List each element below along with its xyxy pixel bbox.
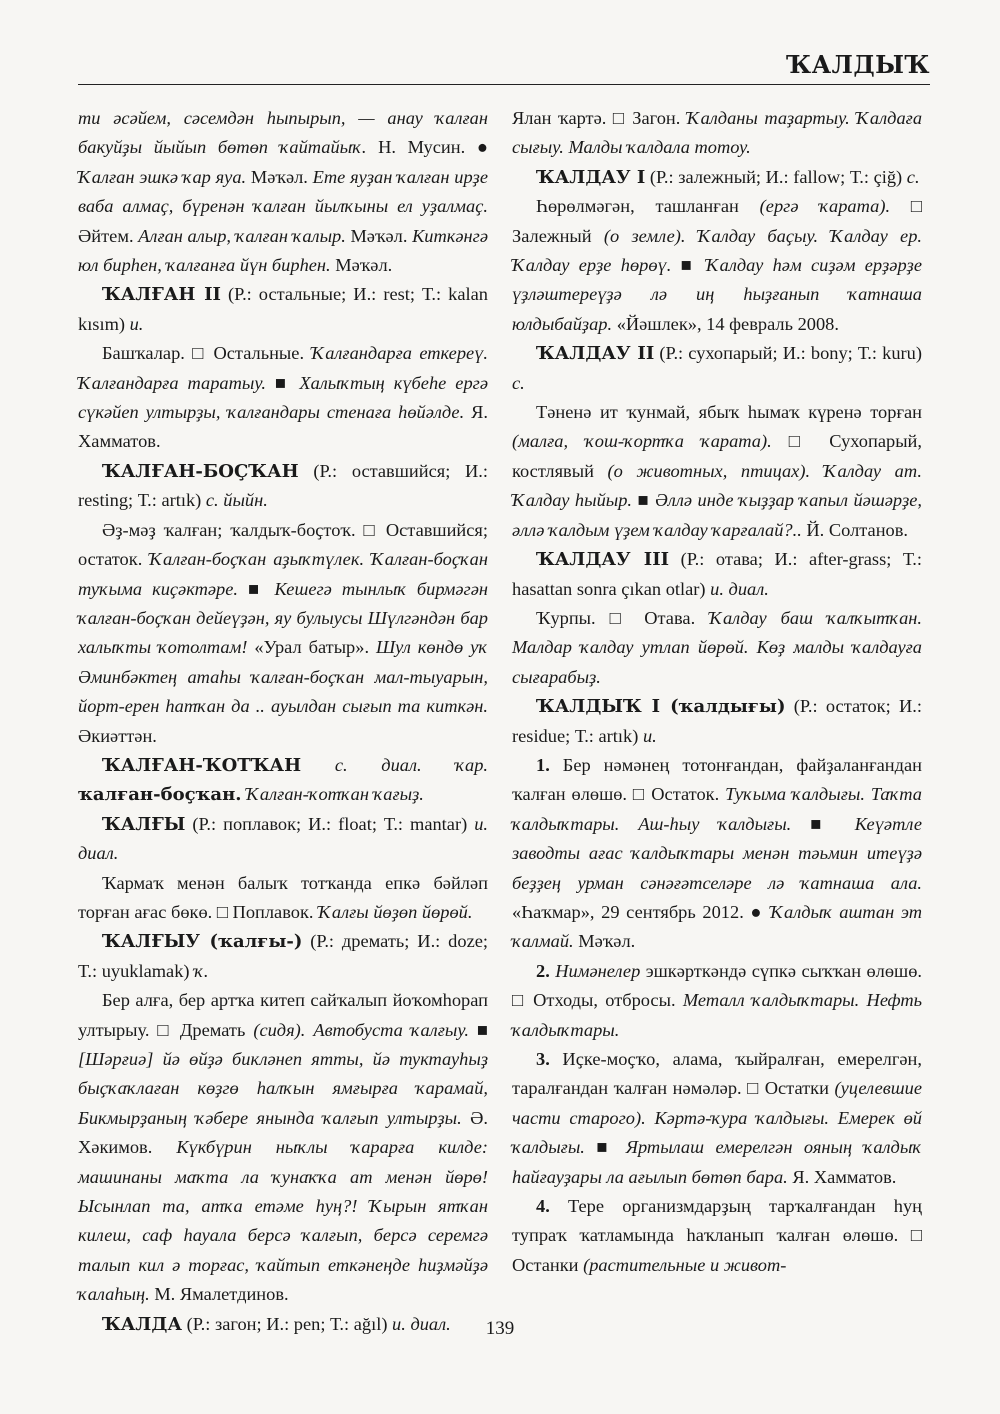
sense-number: 4. [536,1196,550,1217]
italic-text: Ҡалған эшкә ҡар яуа. [78,166,247,187]
italic-text: Ҡалданы таҙартыу. Ҡалдаға сығыу. Малды ҡалдала тотоу. [512,108,923,158]
headword: ҠАЛДА [102,1313,182,1335]
italic-text: ти әсәйем, сәсемдән һыпырып, — анау ҡалған бакуйҙы йыйып бөтөп ҡайтайыҡ. [78,108,488,158]
running-header [78,46,930,85]
page-number: 139 [485,1318,515,1339]
text-run: (Р.: остаток; И.: residue; Т.: artık) [512,696,922,746]
text-run: Тере организмдарҙың тарҡалғандан һуң тупраҡ ҡатламында һаҡланып ҡалған өлөшө. □ Останки [512,1196,922,1275]
text-run: (Р.: поплавок; И.: float; Т.: mantar) [185,813,475,834]
italic-text: ҡ. [194,960,209,981]
italic-text: Туҡыма ҡалдығы. Таҡта ҡалдыҡтары. Аш-һыу ҡалдығы. [512,784,922,834]
italic-text: Ҡалғы йөҙөп йөрөй. [318,901,473,922]
sense-number: 2. [536,960,550,981]
text-run: М. Ямалетдинов. [149,1284,289,1305]
text-run: ■ [584,1137,626,1158]
headword: ҠАЛҒАН-ҠОТҠАН [102,754,302,776]
dictionary-entry-header [512,545,922,604]
text-run: Мәҡәл. [330,255,393,276]
text-run: ■ [265,372,300,393]
italic-text: и. диал. [78,813,488,864]
text-run: ■ [791,813,855,834]
italic-text: (малға, ҡош-ҡортҡа ҡарата). [512,431,772,452]
text-run: Ҡурпы. □ Отава. [536,607,710,628]
text-run: Ҡармаҡ менән балыҡ тотҡанда епкә бәйләп торған ағас бөкө. □ Поплавок. [78,872,488,922]
entry-paragraph [512,1045,922,1192]
italic-text: Ҡалдау баш ҡалҡытҡан. Малдар ҡалдау утлап йөрөй. Көҙ малды ҡалдауға сығарабыҙ. [512,607,922,687]
text-run: □ Сухопарый, костлявый [512,431,922,481]
entry-paragraph [512,957,922,1045]
italic-text: Шул көндө уҡ Әминбәктең атаһы ҡалған-боҫҡан мал-тыуарын, йорт-ерен һатҡан да .. ауылдан сығып та киткән. [78,637,488,717]
headword: ҠАЛДАУ II [536,343,655,365]
italic-text: и. диал. [392,1313,451,1334]
headword: ҠАЛДАУ III [536,549,670,571]
italic-text: [Шәрғиә] йә өйҙә бикләнеп ятты, йә туктауһыҙ быҫҡаҡлаған көҙгө һалҡын ямғырға ҡарамай, Бикмырҙаның ҡәберe янында ҡалғып ултырҙы. [78,1049,488,1128]
italic-text: Ҡалған-боҫҡан аҙыҡтүлек. Ҡалған-боҫҡан туҡыма киҫәктәре. [78,549,488,599]
italic-text: Кеүәтле заводты ағас ҡалдыҡтары менән тәьмин итеүҙә беҙҙең урман сәнәғәтселәре лә ҡатнаша ала. [512,813,922,893]
text-run: ■ [468,1019,488,1040]
italic-text: Әллә инде ҡыҙҙар ҡапыл йәшәрҙе, әллә ҡалдым үҙем ҡалдау ҡарғалай?.. [512,490,923,540]
text-run: Я. Хамматов. [78,402,488,452]
italic-text: Киткәнгә юл бирһен, ҡалғанға йүн бирһен. [78,225,488,276]
text-run: Й. Солтанов. [801,519,909,540]
entry-paragraph [512,104,922,163]
entry-paragraph [512,751,922,957]
text-run: Ә. Хәкимов. [78,1107,488,1158]
dictionary-entry-header [78,810,488,869]
headword: ҠАЛДЫҠ I (ҡалдығы) [536,696,786,718]
text-run: эшкәрткәндә сүпкә сыҡҡан өлөшө. □ Отходы, отбросы. [512,960,922,1011]
dictionary-entry-header [512,339,922,398]
italic-text: (растительные и живот- [583,1254,787,1275]
headword: ҡалған-боҫҡан. [78,784,242,806]
dictionary-entry-header [78,927,488,986]
text-run: ■ [671,255,706,276]
headword: ҠАЛДАУ I [536,166,646,188]
left-column [78,104,488,1339]
italic-text: Күкбүрин ныҡлы ҡарарға килде: машинаны маҡта ла ҡунаҡҡа ат менән йөрө! Ысынлап та, атҡа етәме һуң?! Ҡырын ятҡан килеш, саф һауала берсә ҡалғып, берсә серемгә талып кил ә торғас, ҡайтып еткәнеңде һиҙмәйҙә ҡалаһың. [78,1137,488,1305]
text-run: (Р.: загон; И.: pen; Т.: ağıl) [181,1313,393,1334]
italic-text: (сидя). Автобуста ҡалғыу. [253,1019,469,1040]
text-run [301,755,335,775]
entry-paragraph [78,869,488,928]
italic-text: с. [512,372,525,393]
text-run: Тәненә ит ҡунмай, ябыҡ һымаҡ күренә торған [536,402,922,423]
italic-text: с. диал. ҡар. [334,754,488,775]
italic-text: Нимәнелер [555,960,641,981]
entry-paragraph [78,339,488,457]
italic-text: Ҡалдыҡ аштан эт ҡалмай. [512,901,923,952]
entry-paragraph [512,398,922,545]
italic-text: (ергә ҡарата). [759,196,891,217]
italic-text: Халыҡтың күбеһе ергә сүкәйеп ултырҙы, ҡалғандары стенаға һөйәлде. [78,372,488,423]
text-run: Бер нәмәнең тотонғандан, файҙаланғандан ҡалған өлөшө. □ Остаток. [512,754,922,805]
dictionary-entry-header [512,163,922,192]
italic-text: (уцелевшие части старого). Кәртә-ҡура ҡалдығы. Емерек өй ҡалдығы. [512,1078,922,1158]
entry-paragraph [512,604,922,692]
text-run: Н. Мусин. ● [366,137,488,158]
italic-text: Ете яуҙан ҡалған ирҙе ваба алмаҫ, бүренән ҡалған йылҡыны ел уҙалмаҫ. [78,166,488,217]
right-column [512,104,922,1280]
text-run: «Урал батыр». [247,637,376,658]
headword: ҠАЛҒЫ [102,813,186,835]
text-run: Бер алға, бер артҡа китеп сайҡалып йоҡомһорап ултырыу. □ Дремать [78,990,488,1040]
dictionary-entry-header [78,751,488,810]
italic-text: и. [129,313,144,334]
text-run: (Р.: залежный; И.: fallow; Т.: çiğ) [645,166,907,187]
text-run: Башҡалар. □ Остальные. [102,343,312,364]
italic-text: Металл ҡалдыҡтары. Нефть ҡалдыҡтары. [512,990,922,1040]
italic-text: (о земле). Ҡалдау баҫыу. Ҡалдау ер. Ҡалдау ерҙе һөрөү. [512,225,922,276]
sense-number: 3. [536,1049,550,1069]
text-run: Мәҡәл. [246,166,313,187]
text-run: (Р.: сухопарый; И.: bony; Т.: kuru) [654,343,922,364]
text-run: Мәҡәл. [573,931,636,952]
dictionary-entry-header [78,457,488,516]
text-run: Һөрөлмәгән, ташланған [536,196,760,217]
entry-paragraph [512,1192,922,1280]
text-run: (Р.: отава; И.: after-grass; Т.: hasattan sonra çıkan otlar) [512,549,922,599]
italic-text: с. [906,166,920,187]
text-run: Әкиәттән. [78,725,157,746]
italic-text: с. йыйн. [205,490,268,511]
italic-text: (о животных, птицах). Ҡалдау ат. Ҡалдау һыйыр. [512,460,922,511]
text-run: Әҙ-мәҙ ҡалған; ҡалдыҡ-боҫтоҡ. □ Оставшийся; остаток. [78,519,488,570]
text-run: «Һаҡмар», 29 сентябрь 2012. ● [512,901,771,922]
italic-text: Яртылаш емерелгән ояның ҡалдыҡ һайғауҙары ла ағылып бөтөп бара. [512,1137,922,1187]
text-run: ■ [237,578,275,599]
text-run: ■ [632,490,656,511]
dictionary-entry-header [78,280,488,339]
text-run: Иҫке-моҫҡо, алама, ҡыйралған, емерелгән, таралғандан ҡалған нәмәләр. □ Остатки [512,1049,922,1099]
text-run: Я. Хамматов. [787,1166,897,1187]
italic-text: Алған алыр, ҡалған ҡалыр. [138,225,346,246]
italic-text: Ҡалдау һәм сиҙәм ерҙәрҙе үҙләштереүҙә лә иң һыҙғанып ҡатнаша юлдыбайҙар. [512,255,922,334]
text-run: Мәҡәл. [345,225,413,246]
italic-text: Кешегә тынлыҡ бирмәгән ҡалған-боҫҡан дейеүҙән, яу булыусы Шүлгәндән бар халыҡты ҡотолтам! [78,578,488,658]
headword: ҠАЛҒАН-БОҪҠАН [102,460,299,482]
text-run: □ Залежный [512,196,922,246]
text-run: (Р.: оставшийся; И.: resting; Т.: artık) [78,460,488,511]
headword: ҠАЛҒАН II [102,284,221,306]
entry-paragraph [512,192,922,339]
entry-paragraph [78,516,488,751]
italic-text: Ҡалғандарға еткереү. Ҡалғандарға таратыу. [78,343,488,393]
dictionary-entry-header [512,692,922,751]
italic-text: и. диал. [710,578,769,599]
headword: ҠАЛҒЫУ (ҡалғы-) [102,931,303,953]
entry-paragraph [78,986,488,1309]
text-run: (Р.: дремать; И.: doze; Т.: uyuklamak) [78,931,488,981]
text-run: Әйтем. [78,225,139,246]
text-run: (Р.: остальные; И.: rest; Т.: kalan kısım) [78,284,488,334]
entry-paragraph [78,104,488,280]
text-run: «Йәшлек», 14 февраль 2008. [612,313,839,334]
sense-number: 1. [536,754,550,775]
italic-text: Ҡалған-ҡотҡан ҡағыҙ. [246,784,424,805]
text-run: Ялан ҡартә. □ Загон. [512,108,687,128]
italic-text: и. [642,725,657,746]
running-head-word: ҠАЛДЫҠ [786,50,930,79]
